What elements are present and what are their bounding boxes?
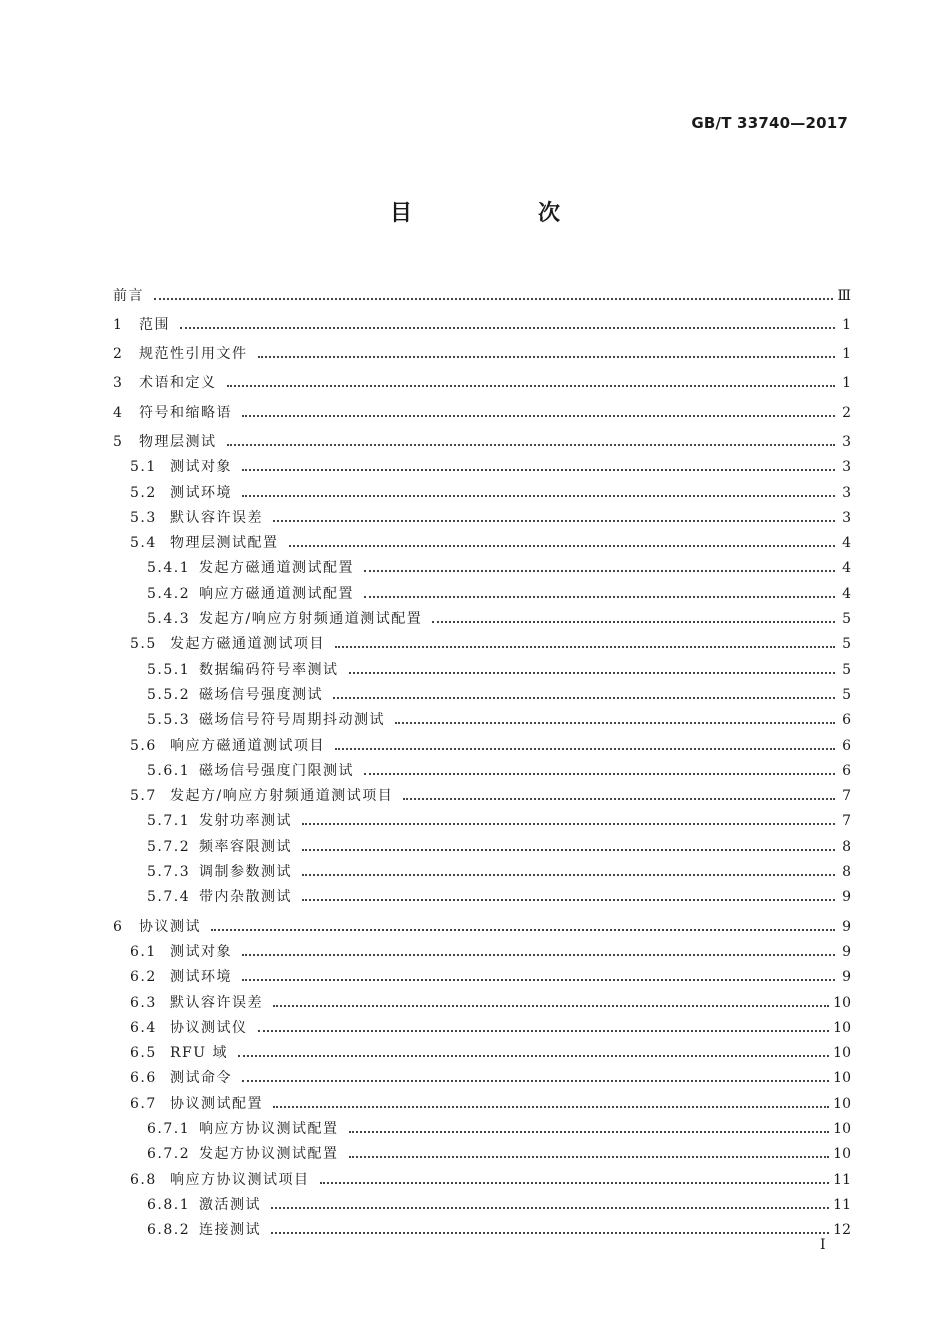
- toc-entry-number: 4: [113, 404, 124, 421]
- toc-entry-number: 6.5: [130, 1045, 157, 1062]
- toc-entry-label: 响应方磁通道测试项目: [170, 737, 325, 754]
- toc-entry-label: 测试环境: [170, 969, 232, 986]
- toc-entry-label: 发起方/响应方射频通道测试项目: [170, 788, 394, 805]
- table-of-contents: [113, 275, 851, 1239]
- dot-leader: [154, 298, 833, 300]
- toc-entry[interactable]: [113, 805, 851, 830]
- toc-entry[interactable]: [113, 552, 851, 577]
- toc-entry-label: 发射功率测试: [199, 813, 292, 830]
- dot-leader: [432, 621, 835, 623]
- toc-entry[interactable]: [113, 653, 851, 678]
- toc-entry[interactable]: [113, 527, 851, 552]
- toc-entry-page: 9: [842, 969, 851, 986]
- toc-entry-page: 10: [833, 1019, 851, 1036]
- dot-leader: [258, 1030, 830, 1032]
- toc-entry[interactable]: [113, 1189, 851, 1214]
- dot-leader: [273, 1106, 829, 1108]
- toc-entry-label: 磁场信号强度测试: [199, 686, 323, 703]
- dot-leader: [395, 722, 835, 724]
- dot-leader: [271, 1232, 829, 1234]
- toc-entry[interactable]: [113, 426, 851, 451]
- toc-entry-page: 11: [833, 1196, 851, 1213]
- toc-entry-page: 4: [842, 585, 851, 602]
- toc-entry-number: 6.8: [130, 1171, 157, 1188]
- toc-entry-page: 8: [842, 864, 851, 881]
- toc-entry-page: 7: [842, 788, 851, 805]
- toc-entry[interactable]: [113, 986, 851, 1011]
- toc-entry-label: 范围: [139, 316, 170, 333]
- toc-entry[interactable]: [113, 729, 851, 754]
- toc-entry[interactable]: [113, 936, 851, 961]
- toc-entry-number: 6.2: [130, 969, 157, 986]
- toc-entry-number: 5.5.3: [147, 712, 191, 729]
- toc-entry-label: 数据编码符号率测试: [199, 661, 339, 678]
- toc-entry-page: 5: [842, 611, 851, 628]
- toc-entry-number: 5.1: [130, 459, 157, 476]
- toc-entry-label: 默认容许误差: [170, 994, 263, 1011]
- dot-leader: [289, 545, 836, 547]
- dot-leader: [242, 469, 835, 471]
- toc-entry-number: 6.1: [130, 943, 157, 960]
- toc-entry[interactable]: [113, 1062, 851, 1087]
- toc-entry-label: 默认容许误差: [170, 509, 263, 526]
- toc-entry-number: 5.6.1: [147, 762, 191, 779]
- toc-entry-page: 6: [842, 737, 851, 754]
- toc-entry-page: 5: [842, 636, 851, 653]
- toc-entry-page: 9: [842, 889, 851, 906]
- toc-entry-number: 5.5.1: [147, 661, 191, 678]
- toc-entry[interactable]: [113, 755, 851, 780]
- toc-entry-number: 5.7.3: [147, 864, 191, 881]
- toc-entry-page: 4: [842, 560, 851, 577]
- toc-entry-page: 1: [842, 316, 851, 333]
- toc-entry[interactable]: [113, 881, 851, 906]
- toc-entry-label: 测试环境: [170, 484, 232, 501]
- toc-entry-label: 规范性引用文件: [139, 346, 248, 363]
- dot-leader: [242, 954, 835, 956]
- dot-leader: [364, 596, 835, 598]
- toc-entry-label: 发起方协议测试配置: [199, 1146, 339, 1163]
- toc-entry-label: 发起方磁通道测试项目: [170, 636, 325, 653]
- dot-leader: [302, 849, 835, 851]
- dot-leader: [364, 773, 835, 775]
- dot-leader: [335, 646, 835, 648]
- toc-entry-number: 5.6: [130, 737, 157, 754]
- toc-entry-label: 前言: [113, 287, 144, 304]
- toc-entry-label: 测试对象: [170, 943, 232, 960]
- toc-entry-label: RFU 域: [170, 1045, 229, 1062]
- toc-entry-number: 6: [113, 918, 124, 935]
- toc-entry[interactable]: [113, 780, 851, 805]
- toc-entry-label: 响应方磁通道测试配置: [199, 585, 354, 602]
- toc-entry-page: 6: [842, 762, 851, 779]
- toc-entry-page: 6: [842, 712, 851, 729]
- toc-entry-label: 发起方/响应方射频通道测试配置: [199, 611, 423, 628]
- toc-entry[interactable]: [113, 1163, 851, 1188]
- toc-entry-page: 5: [842, 661, 851, 678]
- toc-entry[interactable]: [113, 1087, 851, 1112]
- toc-entry-label: 磁场信号符号周期抖动测试: [199, 712, 385, 729]
- toc-entry-number: 5.7.2: [147, 838, 191, 855]
- toc-entry-number: 6.7.1: [147, 1121, 191, 1137]
- toc-entry-number: 5.2: [130, 484, 157, 501]
- toc-entry-page: Ⅲ: [837, 287, 851, 304]
- toc-entry[interactable]: [113, 1012, 851, 1037]
- toc-entry-number: 6.3: [130, 994, 157, 1011]
- toc-entry-label: 术语和定义: [139, 375, 217, 392]
- toc-entry-number: 5.4.2: [147, 585, 191, 602]
- toc-entry-label: 协议测试: [139, 918, 201, 935]
- toc-entry-number: 1: [113, 316, 124, 333]
- toc-entry-label: 激活测试: [199, 1196, 261, 1213]
- toc-entry-label: 发起方磁通道测试配置: [199, 560, 354, 577]
- toc-entry[interactable]: [113, 338, 851, 363]
- toc-entry[interactable]: [113, 830, 851, 855]
- dot-leader: [211, 929, 835, 931]
- dot-leader: [258, 356, 836, 358]
- toc-entry[interactable]: [113, 856, 851, 881]
- dot-leader: [335, 748, 835, 750]
- toc-entry-page: 3: [842, 433, 851, 450]
- toc-entry-label: 测试对象: [170, 459, 232, 476]
- toc-entry-page: 9: [842, 918, 851, 935]
- toc-entry-page: 9: [842, 943, 851, 960]
- toc-entry-page: 8: [842, 838, 851, 855]
- toc-entry-number: 6.8.1: [147, 1196, 191, 1213]
- dot-leader: [364, 570, 835, 572]
- dot-leader: [242, 415, 835, 417]
- toc-entry-label: 物理层测试配置: [170, 535, 279, 552]
- page-title: 目 次: [389, 201, 612, 226]
- dot-leader: [273, 1005, 829, 1007]
- dot-leader: [333, 697, 835, 699]
- footer-page-number: I: [820, 1237, 826, 1253]
- toc-entry-number: 3: [113, 375, 124, 392]
- toc-entry-page: 11: [833, 1171, 851, 1188]
- toc-entry[interactable]: [113, 1037, 851, 1062]
- toc-entry-page: 10: [833, 994, 851, 1011]
- toc-entry-page: 2: [842, 404, 851, 421]
- dot-leader: [403, 798, 835, 800]
- dot-leader: [271, 1207, 829, 1209]
- toc-entry[interactable]: [113, 704, 851, 729]
- toc-entry[interactable]: [113, 367, 851, 392]
- dot-leader: [349, 1131, 830, 1133]
- dot-leader: [273, 520, 835, 522]
- toc-entry-page: 10: [833, 1146, 851, 1163]
- toc-entry-number: 6.8.2: [147, 1222, 191, 1239]
- dot-leader: [227, 444, 836, 446]
- toc-entry-label: 连接测试: [199, 1222, 261, 1239]
- toc-entry-page: 1: [842, 346, 851, 363]
- toc-entry-number: 5.5.2: [147, 686, 191, 703]
- toc-entry-number: 5: [113, 433, 124, 450]
- dot-leader: [227, 385, 836, 387]
- standard-code: GB/T 33740—2017: [691, 114, 848, 132]
- toc-entry[interactable]: [113, 679, 851, 704]
- dot-leader: [242, 1080, 829, 1082]
- toc-entry-page: 1: [842, 375, 851, 392]
- toc-entry-page: 3: [842, 484, 851, 501]
- toc-entry[interactable]: [113, 1138, 851, 1163]
- toc-entry[interactable]: [113, 628, 851, 653]
- toc-entry-number: 6.4: [130, 1019, 157, 1036]
- toc-entry-page: 3: [842, 509, 851, 526]
- toc-entry-page: 7: [842, 813, 851, 830]
- toc-entry-label: 带内杂散测试: [199, 889, 292, 906]
- toc-entry-number: 5.7.4: [147, 889, 191, 906]
- toc-entry-number: 2: [113, 346, 124, 363]
- toc-entry-label: 符号和缩略语: [139, 404, 232, 421]
- dot-leader: [302, 874, 835, 876]
- toc-entry[interactable]: [113, 603, 851, 628]
- toc-entry-label: 协议测试仪: [170, 1019, 248, 1036]
- toc-entry[interactable]: [113, 275, 851, 305]
- dot-leader: [242, 979, 835, 981]
- toc-entry-number: 6.6: [130, 1070, 157, 1087]
- toc-entry[interactable]: [113, 577, 851, 602]
- toc-entry-label: 频率容限测试: [199, 838, 292, 855]
- toc-entry-label: 磁场信号强度门限测试: [199, 762, 354, 779]
- toc-entry-number: 6.7: [130, 1095, 157, 1112]
- dot-leader: [180, 327, 835, 329]
- toc-entry-number: 5.5: [130, 636, 157, 653]
- toc-entry-number: 5.4.1: [147, 560, 191, 577]
- toc-entry-page: 4: [842, 535, 851, 552]
- dot-leader: [302, 899, 835, 901]
- toc-entry-page: 10: [833, 1095, 851, 1112]
- dot-leader: [302, 823, 835, 825]
- toc-entry[interactable]: [113, 309, 851, 334]
- toc-entry-page: 3: [842, 459, 851, 476]
- toc-entry-page: 10: [833, 1045, 851, 1062]
- dot-leader: [242, 495, 835, 497]
- toc-entry-number: 5.4.3: [147, 611, 191, 628]
- toc-entry-label: 响应方协议测试项目: [170, 1171, 310, 1188]
- toc-entry-number: 6.7.2: [147, 1146, 191, 1163]
- toc-entry[interactable]: [113, 910, 851, 935]
- toc-entry[interactable]: [113, 961, 851, 986]
- dot-leader: [238, 1055, 829, 1057]
- dot-leader: [349, 672, 836, 674]
- toc-entry-label: 测试命令: [170, 1070, 232, 1087]
- toc-entry-label: 协议测试配置: [170, 1095, 263, 1112]
- toc-entry-label: 调制参数测试: [199, 864, 292, 881]
- toc-entry-label: 物理层测试: [139, 433, 217, 450]
- toc-entry-number: 5.3: [130, 509, 157, 526]
- toc-entry-page: 10: [833, 1070, 851, 1087]
- dot-leader: [320, 1182, 830, 1184]
- toc-entry[interactable]: [113, 396, 851, 421]
- toc-entry[interactable]: [113, 1113, 851, 1138]
- toc-entry-page: 5: [842, 686, 851, 703]
- dot-leader: [349, 1156, 830, 1158]
- toc-entry-number: 5.4: [130, 535, 157, 552]
- toc-entry[interactable]: [113, 1214, 851, 1239]
- toc-entry-number: 5.7: [130, 788, 157, 805]
- toc-entry-label: 响应方协议测试配置: [199, 1121, 339, 1137]
- toc-entry-number: 5.7.1: [147, 813, 191, 830]
- toc-entry[interactable]: [113, 502, 851, 527]
- toc-entry-page: 12: [833, 1222, 851, 1239]
- toc-entry-page: 10: [833, 1121, 851, 1137]
- toc-entry[interactable]: [113, 476, 851, 501]
- toc-entry[interactable]: [113, 451, 851, 476]
